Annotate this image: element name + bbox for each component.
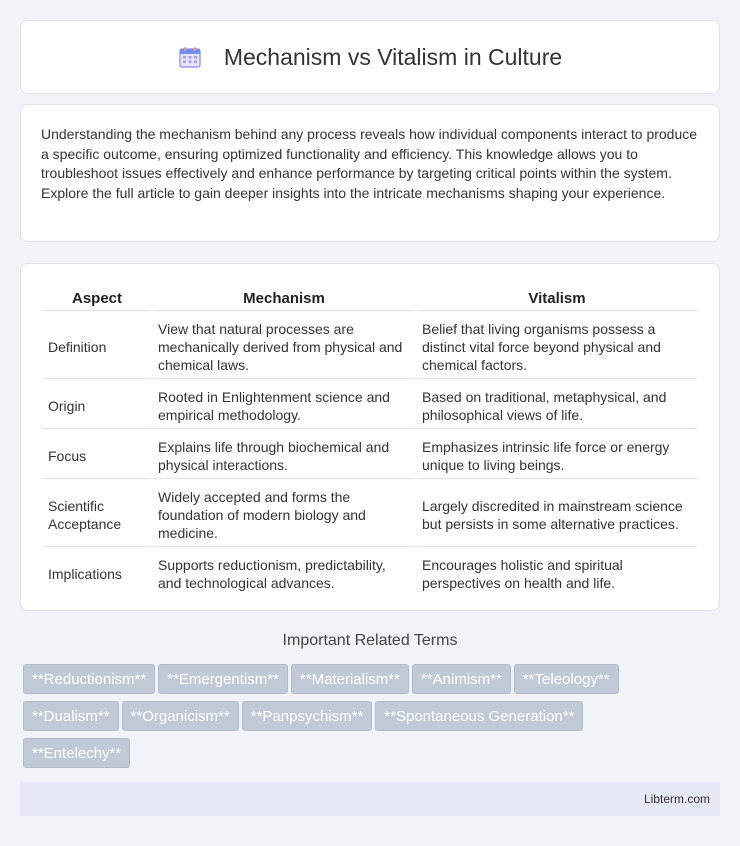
tag-materialism[interactable]: **Materialism** [291,664,409,694]
row-mechanism: Widely accepted and forms the foundation of modern biology and medicine. [153,481,415,547]
row-aspect: Scientific Acceptance [43,481,151,547]
table-row [43,481,697,547]
header-card [20,20,720,94]
page-title: Mechanism vs Vitalism in Culture [223,43,563,70]
tag-panpsychism[interactable]: **Panpsychism** [242,701,373,731]
table-row [43,431,697,479]
intro-card [20,104,720,242]
footer [20,782,720,816]
row-aspect: Focus [43,431,151,479]
row-vitalism: Belief that living organisms possess a distinct vital force beyond physical and chemical factors. [417,313,697,379]
calendar-icon [178,45,202,69]
column-header-mechanism: Mechanism [153,286,415,311]
column-header-aspect: Aspect [43,286,151,311]
row-aspect: Definition [43,313,151,379]
tag-reductionism[interactable]: **Reductionism** [23,664,155,694]
row-vitalism: Based on traditional, metaphysical, and philosophical views of life. [417,381,697,429]
tag-animism[interactable]: **Animism** [412,664,511,694]
tag-teleology[interactable]: **Teleology** [514,664,619,694]
tag-organicism[interactable]: **Organicism** [122,701,239,731]
row-mechanism: Explains life through biochemical and physical interactions. [153,431,415,479]
table-row [43,381,697,429]
tag-dualism[interactable]: **Dualism** [23,701,119,731]
row-vitalism: Encourages holistic and spiritual perspectives on health and life. [422,557,623,591]
footer-brand-link[interactable]: Libterm.com [643,792,710,806]
related-terms-title: Important Related Terms [282,632,458,649]
row-aspect: Origin [43,381,151,429]
table-row [43,549,697,597]
row-mechanism: Rooted in Enlightenment science and empirical methodology. [153,381,415,429]
related-terms-list [23,664,723,775]
tag-emergentism[interactable]: **Emergentism** [158,664,288,694]
row-mechanism: Supports reductionism, predictability, and technological advances. [158,557,386,591]
table-header-row [43,286,697,311]
tag-spontaneous-generation[interactable]: **Spontaneous Generation** [375,701,583,731]
tag-entelechy[interactable]: **Entelechy** [23,738,130,768]
table-row [43,313,697,379]
comparison-card [20,263,720,611]
column-header-vitalism: Vitalism [417,286,697,311]
intro-text: Understanding the mechanism behind any process reveals how individual components interact to produce a specific outcome, ensuring optimized functionality and efficiency. This knowledge allows you to troubleshoot issues effectively and enhance performance by targeting critical points within the system. Explore the full article to gain deeper insights into the intricate mechanisms shaping your experience. [41,126,698,201]
row-vitalism: Emphasizes intrinsic life force or energy unique to living beings. [417,431,697,479]
row-mechanism: View that natural processes are mechanically derived from physical and chemical laws. [153,313,415,379]
comparison-table [41,284,699,599]
row-aspect: Implications [48,566,122,582]
row-vitalism: Largely discredited in mainstream science but persists in some alternative practices. [417,481,697,547]
